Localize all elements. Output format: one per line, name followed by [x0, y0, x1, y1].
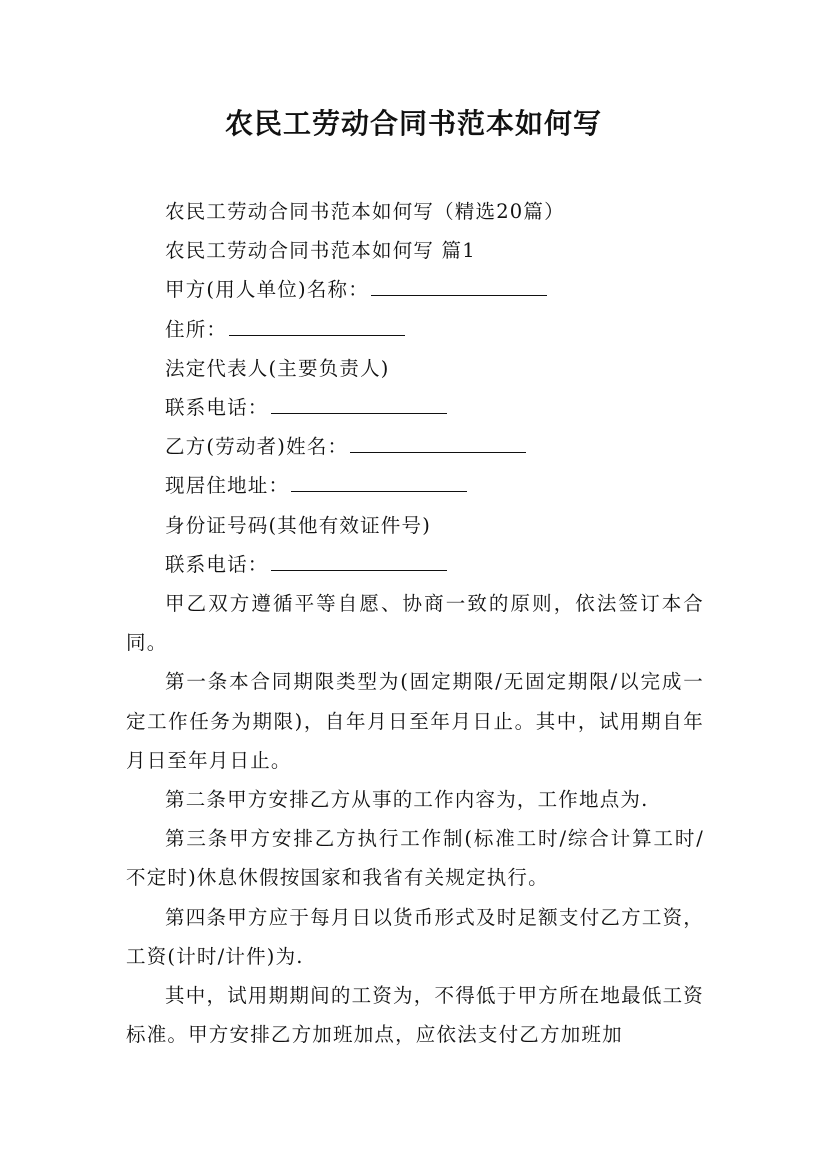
document-paragraph: [126, 545, 704, 584]
paragraph-text: 第一条本合同期限类型为(固定期限/无固定期限/以完成一定工作任务为期限)，自年月日至年月日止。其中，试用期自年月日至年月日止。: [126, 670, 704, 772]
fill-in-blank-line: [229, 334, 405, 336]
paragraph-text: 农民工劳动合同书范本如何写 篇1: [165, 239, 476, 263]
fill-in-blank-line: [291, 490, 467, 492]
document-paragraph: [126, 270, 704, 309]
paragraph-text: 第四条甲方应于每月日以货币形式及时足额支付乙方工资，工资(计时/计件)为.: [126, 905, 704, 968]
paragraph-text: 联系电话：: [165, 396, 269, 420]
document-paragraph: [126, 584, 704, 662]
fill-in-blank-line: [350, 451, 526, 453]
fill-in-blank-line: [271, 412, 447, 414]
document-paragraph: [126, 819, 704, 897]
paragraph-text: 身份证号码(其他有效证件号): [165, 513, 432, 537]
paragraph-text: 住所：: [165, 317, 228, 341]
document-paragraph: [126, 192, 704, 231]
document-title: 农民工劳动合同书范本如何写: [224, 107, 602, 140]
paragraph-text: 第三条甲方安排乙方执行工作制(标准工时/综合计算工时/不定时)休息休假按国家和我省有关规定执行。: [126, 827, 704, 890]
paragraph-text: 法定代表人(主要负责人): [165, 356, 390, 380]
paragraph-text: 其中，试用期期间的工资为，不得低于甲方所在地最低工资标准。甲方安排乙方加班加点，应依法支付乙方加班加: [126, 984, 704, 1047]
document-paragraph: [126, 466, 704, 505]
document-paragraph: [126, 506, 704, 545]
fill-in-blank-line: [271, 569, 447, 571]
document-paragraph: [126, 898, 704, 976]
document-body: [126, 192, 704, 1054]
document-paragraph: [126, 427, 704, 466]
document-paragraph: [126, 349, 704, 388]
document-paragraph: [126, 231, 704, 270]
paragraph-text: 现居住地址：: [165, 474, 290, 498]
document-paragraph: [126, 662, 704, 780]
paragraph-text: 联系电话：: [165, 552, 269, 576]
paragraph-text: 甲乙双方遵循平等自愿、协商一致的原则，依法签订本合同。: [126, 592, 704, 655]
document-paragraph: [126, 310, 704, 349]
paragraph-text: 农民工劳动合同书范本如何写（精选20篇）: [165, 200, 565, 223]
paragraph-text: 乙方(劳动者)姓名：: [165, 435, 349, 459]
document-paragraph: [126, 388, 704, 427]
fill-in-blank-line: [371, 294, 547, 296]
paragraph-text: 第二条甲方安排乙方从事的工作内容为，工作地点为.: [165, 788, 649, 812]
document-paragraph: [126, 976, 704, 1054]
document-paragraph: [126, 780, 704, 819]
paragraph-text: 甲方(用人单位)名称：: [165, 278, 369, 302]
